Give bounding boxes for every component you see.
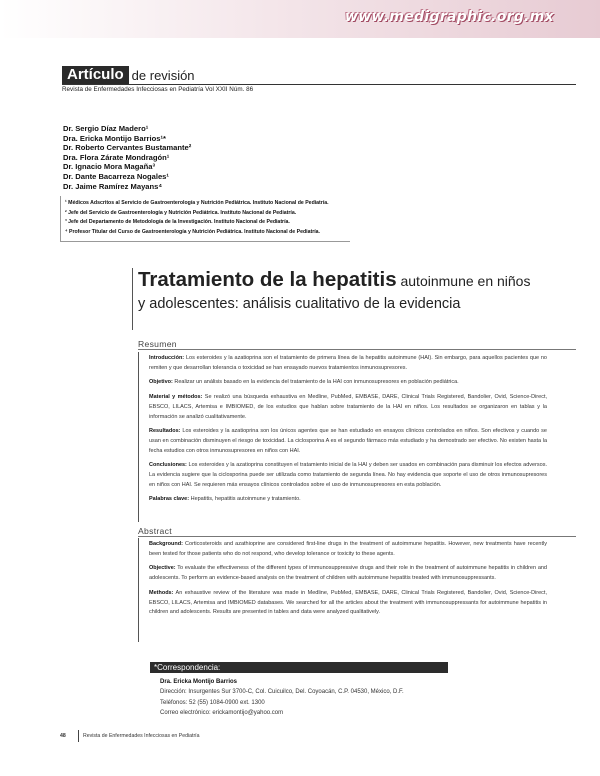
resumen-body bbox=[149, 354, 547, 510]
abstract-paragraph: Background: Corticosteroids and azathioprine are considered first-line drugs in the treatment of autoimmune hepatitis. However, new treatments have recently been tested for those patients who do not respond, who develop tolerance or toxicity to these agents. bbox=[149, 541, 547, 557]
header-rule bbox=[62, 84, 576, 85]
affiliation: ⁴ Profesor Titular del Curso de Gastroenterología y Nutrición Pediátrica. Instituto Nacional de Pediatría. bbox=[65, 229, 320, 236]
journal-citation: Revista de Enfermedades Infecciosas en Pediatría Vol XXII Núm. 86 bbox=[62, 86, 254, 93]
author: Dr. Roberto Cervantes Bustamante² bbox=[63, 143, 192, 153]
correspondence-email[interactable]: Correo electrónico: erickamontijo@yahoo.com bbox=[160, 709, 284, 716]
correspondence-name: Dra. Ericka Montijo Barrios bbox=[160, 679, 238, 685]
footer-divider bbox=[78, 730, 79, 742]
resumen-paragraph: Objetivo: Realizar un análisis basado en la evidencia del tratamiento de la HAI con inmunosupresores en población pediátrica. bbox=[149, 379, 459, 386]
title-rest: autoinmune en niños bbox=[396, 273, 531, 289]
abstract-side-rule bbox=[138, 538, 139, 642]
article-type-subtitle: de revisión bbox=[131, 67, 195, 83]
correspondence-heading: *Correspondencia: bbox=[154, 663, 221, 672]
resumen-paragraph: Palabras clave: Hepatitis, hepatitis autoinmune y tratamiento. bbox=[149, 496, 301, 503]
site-url[interactable]: www.medigraphic.org.mx bbox=[345, 9, 554, 25]
title-line2: y adolescentes: análisis cualitativo de la evidencia bbox=[138, 296, 461, 312]
correspondence-address: Dirección: Insurgentes Sur 3700-C, Col. Cuicuilco, Del. Coyoacán, C.P. 04530, México, D.F. bbox=[160, 689, 404, 696]
resumen-side-rule bbox=[138, 352, 139, 522]
title-side-rule bbox=[132, 268, 133, 330]
article-title bbox=[138, 268, 578, 314]
resumen-paragraph: Introducción: Los esteroides y la azatioprina son el tratamiento de primera línea de la hepatitis autoinmune (HAI). Sin embargo, para aquellos pacientes que no remiten y que desarrollan tolerancia o toxicidad se han ensayado nuevos tratamientos inmunosupresores. bbox=[149, 355, 547, 371]
affiliation: ² Jefe del Servicio de Gastroenterología y Nutrición Pediátrica. Instituto Nacional de Pediatría. bbox=[65, 209, 297, 216]
affiliations bbox=[60, 196, 350, 242]
abstract-rule bbox=[138, 536, 576, 537]
footer-journal: Revista de Enfermedades Infecciosas en Pediatría bbox=[83, 733, 200, 739]
author: Dr. Sergio Díaz Madero¹ bbox=[63, 124, 149, 133]
author: Dr. Jaime Ramírez Mayans⁴ bbox=[63, 181, 163, 191]
author: Dr. Dante Bacarreza Nogales¹ bbox=[63, 171, 169, 181]
abstract-paragraph: Objective: To evaluate the effectiveness of the different types of immunosuppressive drugs and their role in the treatment of autoimmune hepatitis in children and adolescents. To perform an evidence-based analysis on the treatment of children with autoimmune hepatitis treated with immunosuppressants. bbox=[149, 565, 547, 582]
page-number: 48 bbox=[60, 733, 66, 739]
resumen-heading: Resumen bbox=[138, 339, 177, 349]
resumen-rule bbox=[138, 349, 576, 350]
resumen-paragraph: Resultados: Los esteroides y la azatioprina son los únicos agentes que se han estudiado en ensayos clínicos controlados en niños. Son efectivos y cuando se usan en combinación disminuyen el riesgo de toxicidad. La ciclosporina A es el segundo fármaco más estudiado y ha demostrado ser efectivo. No existen hasta la fecha estudios con otros inmunosupresores en niños con HAI. bbox=[149, 428, 547, 454]
author: Dra. Ericka Montijo Barrios¹* bbox=[63, 133, 166, 143]
author-list bbox=[63, 124, 191, 191]
resumen-paragraph: Conclusiones: Los esteroides y la azatioprina constituyen el tratamiento inicial de la HAI y deben ser usados en combinación para disminuir los efectos adversos. La evidencia sugiere que la ciclosporina puede ser utilizada como tratamiento de segunda línea. No hay evidencia que soporte el uso de otros inmunosupresores en niños con HAI. Se requieren más ensayos clínicos controlados sobre el uso de inmunosupresores en esta población. bbox=[149, 462, 547, 488]
affiliation: ³ Jefe del Departamento de Metodología de la Investigación. Instituto Nacional de Pediatría. bbox=[65, 219, 290, 226]
abstract-body bbox=[149, 540, 547, 623]
abstract-heading: Abstract bbox=[138, 526, 172, 536]
affiliation: ¹ Médicos Adscritos al Servicio de Gastroenterología y Nutrición Pediátrica. Instituto Nacional de Pediatría. bbox=[65, 200, 329, 206]
resumen-paragraph: Material y métodos: Se realizó una búsqueda exhaustiva en Medline, PubMed, EMBASE, DARE, Clinical Trials Registered, Bandolier, Ovid, Science-Direct, EBSCO, LILACS, Artemisa e IMBIOMED, de los estudios que hablan sobre tratamiento de la HAI en niños. Los resultados se organizaron en tablas y la información se analizó cualitativamente. bbox=[149, 394, 547, 420]
article-type-heading bbox=[62, 66, 195, 84]
title-bold: Tratamiento de la hepatitis bbox=[138, 268, 397, 291]
abstract-paragraph: Methods: An exhaustive review of the literature was made in Medline, PubMed, EMBASE, DARE, Clinical Trials Registered, Bandolier, Ovid, Science-Direct, EBSCO, LILACS, Artemisa and IMBIOMED databases. We searched for all the articles about the treatment with immunosuppressants for autoimmune hepatitis in children and adolescents. Results are presented in tables and data were analyzed qualitatively. bbox=[149, 589, 547, 616]
correspondence-body bbox=[160, 677, 404, 718]
page-footer bbox=[60, 730, 200, 742]
correspondence-phone: Teléfonos: 52 (55) 1084-0900 ext. 1300 bbox=[160, 699, 265, 706]
author: Dra. Flora Zárate Mondragón¹ bbox=[63, 152, 170, 162]
author: Dr. Ignacio Mora Magaña³ bbox=[63, 162, 155, 172]
article-type-label: Artículo bbox=[62, 66, 129, 84]
